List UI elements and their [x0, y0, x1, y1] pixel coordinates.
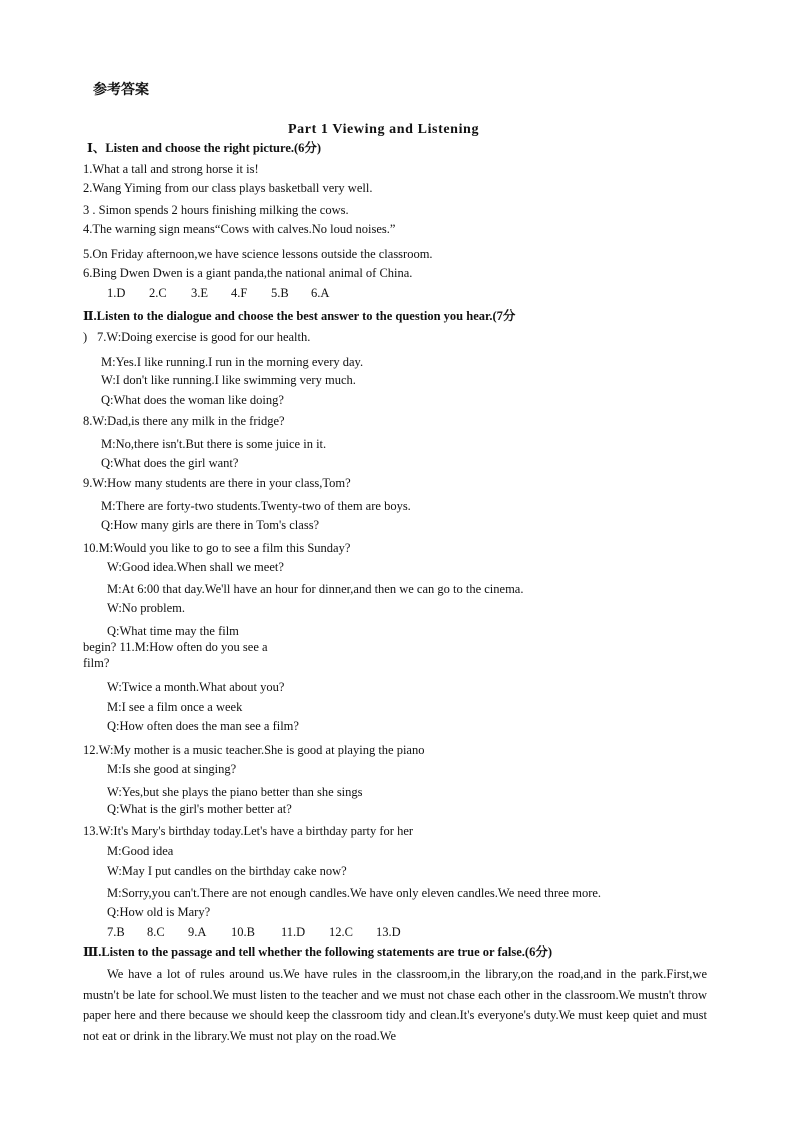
answer: 7.B — [107, 925, 125, 939]
dialogue-line: M:At 6:00 that day.We'll have an hour for dinner,and then we can go to the cinema. — [107, 582, 524, 596]
answer: 9.A — [188, 925, 207, 939]
dialogue-line: film? — [83, 656, 110, 670]
answer: 6.A — [311, 286, 330, 300]
section-1-answers — [107, 285, 329, 301]
dialogue-line: M:Good idea — [107, 844, 174, 858]
dialogue-line: Q:What is the girl's mother better at? — [107, 802, 292, 816]
section-2-answers — [107, 924, 401, 940]
dialogue-line: 8.W:Dad,is there any milk in the fridge? — [83, 414, 285, 428]
dialogue-line: W:No problem. — [107, 601, 185, 615]
dialogue-line: M:I see a film once a week — [107, 700, 243, 714]
dialogue-line: 9.W:How many students are there in your class,Tom? — [83, 476, 351, 490]
section-2-heading: Ⅱ.Listen to the dialogue and choose the best answer to the question you hear.(7分 — [83, 309, 516, 323]
answer-key-title: 参考答案 — [93, 82, 149, 98]
answer: 5.B — [271, 286, 289, 300]
section-3-heading: Ⅲ.Listen to the passage and tell whether the following statements are true or false.(6分) — [83, 945, 552, 959]
dialogue-line: 10.M:Would you like to go to see a film this Sunday? — [83, 541, 351, 555]
dialogue-line: M:Sorry,you can't.There are not enough candles.We have only eleven candles.We need three more. — [107, 886, 602, 900]
dialogue-line: Q:What time may the film — [107, 624, 239, 638]
dialogue-line: 7.W:Doing exercise is good for our health. — [97, 330, 311, 344]
section-1-line: 1.What a tall and strong horse it is! — [83, 162, 259, 176]
dialogue-line: W:I don't like running.I like swimming very much. — [101, 373, 356, 387]
answer: 2.C — [149, 286, 167, 300]
dialogue-line: M:Yes.I like running.I run in the morning every day. — [101, 355, 364, 369]
section-1-heading: Ⅰ、Listen and choose the right picture.(6分) — [87, 141, 322, 155]
dialogue-line: Q:How old is Mary? — [107, 905, 211, 919]
dialogue-line: Q:What does the girl want? — [101, 456, 239, 470]
dialogue-line: W:May I put candles on the birthday cake now? — [107, 864, 347, 878]
dialogue-line: M:Is she good at singing? — [107, 762, 237, 776]
section-1-line: 3 . Simon spends 2 hours finishing milking the cows. — [83, 203, 349, 217]
answer: 1.D — [107, 286, 126, 300]
dialogue-line: Q:What does the woman like doing? — [101, 393, 284, 407]
answer: 3.E — [191, 286, 209, 300]
answer: 8.C — [147, 925, 165, 939]
dialogue-line: Q:How many girls are there in Tom's class? — [101, 518, 320, 532]
section-2-heading-cont: ) — [83, 330, 88, 344]
dialogue-line: begin? 11.M:How often do you see a — [83, 640, 268, 654]
answer: 11.D — [281, 925, 306, 939]
section-1-line: 4.The warning sign means“Cows with calves.No loud noises.” — [83, 222, 396, 236]
part-title: Part 1 Viewing and Listening — [288, 122, 480, 137]
section-3-paragraph: We have a lot of rules around us.We have rules in the classroom,in the library,on the road,and in the park.First,we mustn't be late for school.We must listen to the teacher and we must not chase each other in the classroom.We mustn't throw paper here and there because we should keep the classroom tidy and clean.It's everyone's duty.We must keep quiet and must not eat or drink in the library.We must not play on the road.We — [83, 967, 707, 1043]
answer: 10.B — [231, 925, 255, 939]
dialogue-line: Q:How often does the man see a film? — [107, 719, 299, 733]
answer: 13.D — [376, 925, 401, 939]
section-1-line: 6.Bing Dwen Dwen is a giant panda,the national animal of China. — [83, 266, 413, 280]
answer: 12.C — [329, 925, 353, 939]
dialogue-line: W:Good idea.When shall we meet? — [107, 560, 284, 574]
section-1-line: 5.On Friday afternoon,we have science lessons outside the classroom. — [83, 247, 433, 261]
section-1-line: 2.Wang Yiming from our class plays basketball very well. — [83, 181, 373, 195]
dialogue-line: 12.W:My mother is a music teacher.She is good at playing the piano — [83, 743, 425, 757]
dialogue-line: W:Yes,but she plays the piano better than she sings — [107, 785, 363, 799]
dialogue-line: 13.W:It's Mary's birthday today.Let's have a birthday party for her — [83, 824, 414, 838]
answer: 4.F — [231, 286, 248, 300]
dialogue-line: M:No,there isn't.But there is some juice in it. — [101, 437, 327, 451]
dialogue-line: W:Twice a month.What about you? — [107, 680, 285, 694]
dialogue-line: M:There are forty-two students.Twenty-two of them are boys. — [101, 499, 411, 513]
